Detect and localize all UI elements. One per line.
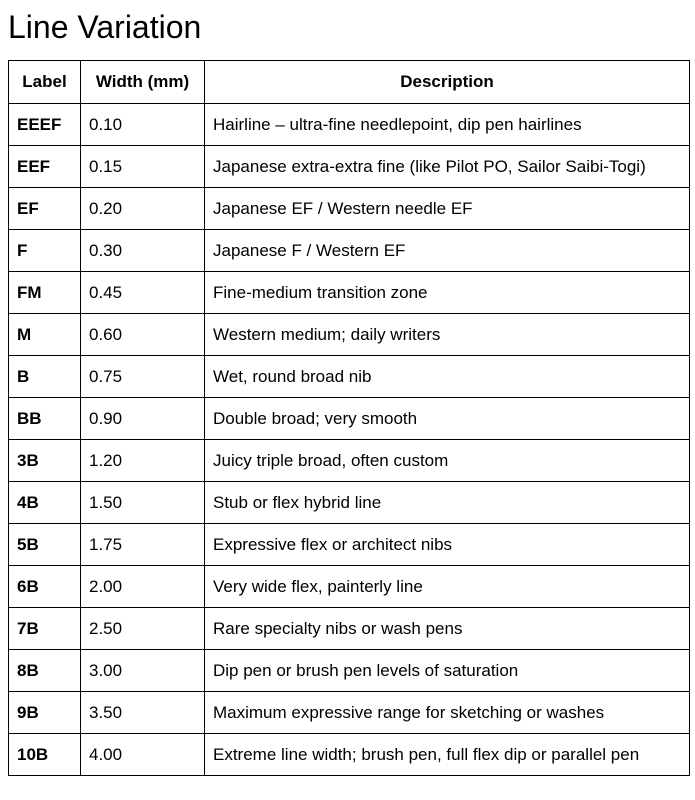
cell-description: Maximum expressive range for sketching or washes xyxy=(205,692,690,734)
cell-description: Stub or flex hybrid line xyxy=(205,482,690,524)
cell-description: Wet, round broad nib xyxy=(205,356,690,398)
table-row xyxy=(9,356,690,398)
table-row xyxy=(9,272,690,314)
cell-label: EF xyxy=(9,188,81,230)
cell-width: 0.90 xyxy=(81,398,205,440)
cell-width: 3.50 xyxy=(81,692,205,734)
cell-width: 0.15 xyxy=(81,146,205,188)
table-row xyxy=(9,608,690,650)
table-row xyxy=(9,692,690,734)
cell-description: Western medium; daily writers xyxy=(205,314,690,356)
column-header-description: Description xyxy=(205,61,690,104)
cell-label: 8B xyxy=(9,650,81,692)
cell-label: B xyxy=(9,356,81,398)
line-variation-table xyxy=(8,60,690,776)
table-body xyxy=(9,104,690,776)
cell-label: BB xyxy=(9,398,81,440)
cell-label: FM xyxy=(9,272,81,314)
table-row xyxy=(9,230,690,272)
cell-width: 2.00 xyxy=(81,566,205,608)
cell-description: Hairline – ultra-fine needlepoint, dip pen hairlines xyxy=(205,104,690,146)
cell-width: 0.75 xyxy=(81,356,205,398)
cell-width: 0.10 xyxy=(81,104,205,146)
table-row xyxy=(9,482,690,524)
cell-description: Dip pen or brush pen levels of saturation xyxy=(205,650,690,692)
cell-label: EEEF xyxy=(9,104,81,146)
cell-width: 1.75 xyxy=(81,524,205,566)
cell-description: Juicy triple broad, often custom xyxy=(205,440,690,482)
cell-width: 0.45 xyxy=(81,272,205,314)
cell-width: 1.20 xyxy=(81,440,205,482)
cell-label: M xyxy=(9,314,81,356)
cell-description: Fine-medium transition zone xyxy=(205,272,690,314)
cell-label: F xyxy=(9,230,81,272)
cell-label: EEF xyxy=(9,146,81,188)
table-row xyxy=(9,566,690,608)
cell-width: 3.00 xyxy=(81,650,205,692)
cell-description: Japanese EF / Western needle EF xyxy=(205,188,690,230)
cell-description: Japanese F / Western EF xyxy=(205,230,690,272)
cell-label: 4B xyxy=(9,482,81,524)
cell-label: 3B xyxy=(9,440,81,482)
cell-description: Very wide flex, painterly line xyxy=(205,566,690,608)
cell-description: Extreme line width; brush pen, full flex dip or parallel pen xyxy=(205,734,690,776)
table-row xyxy=(9,734,690,776)
cell-width: 0.20 xyxy=(81,188,205,230)
cell-description: Japanese extra-extra fine (like Pilot PO, Sailor Saibi-Togi) xyxy=(205,146,690,188)
column-header-width: Width (mm) xyxy=(81,61,205,104)
cell-width: 0.30 xyxy=(81,230,205,272)
cell-description: Rare specialty nibs or wash pens xyxy=(205,608,690,650)
table-row xyxy=(9,104,690,146)
cell-description: Double broad; very smooth xyxy=(205,398,690,440)
table-row xyxy=(9,440,690,482)
table-row xyxy=(9,398,690,440)
cell-description: Expressive flex or architect nibs xyxy=(205,524,690,566)
cell-width: 1.50 xyxy=(81,482,205,524)
cell-width: 0.60 xyxy=(81,314,205,356)
table-row xyxy=(9,524,690,566)
cell-width: 4.00 xyxy=(81,734,205,776)
table-header-row xyxy=(9,61,690,104)
cell-label: 7B xyxy=(9,608,81,650)
table-row xyxy=(9,188,690,230)
cell-label: 10B xyxy=(9,734,81,776)
table-row xyxy=(9,314,690,356)
cell-label: 9B xyxy=(9,692,81,734)
table-row xyxy=(9,146,690,188)
table-row xyxy=(9,650,690,692)
page-title: Line Variation xyxy=(8,9,202,45)
cell-label: 6B xyxy=(9,566,81,608)
cell-label: 5B xyxy=(9,524,81,566)
cell-width: 2.50 xyxy=(81,608,205,650)
column-header-label: Label xyxy=(9,61,81,104)
